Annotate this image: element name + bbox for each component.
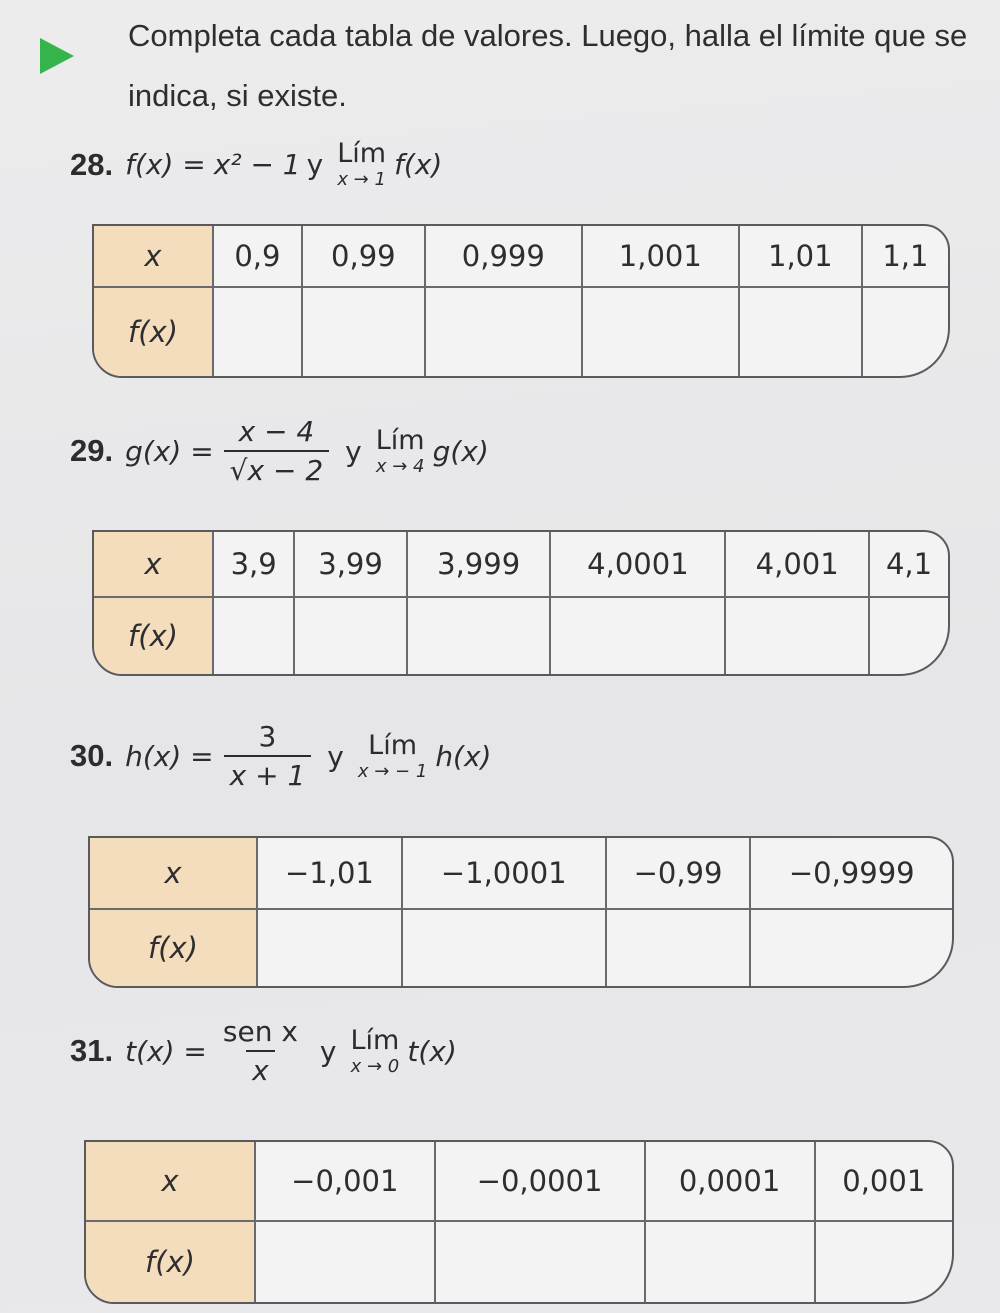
answer-cell[interactable]	[214, 288, 303, 376]
limit-subscript: x → 4	[375, 455, 425, 477]
function-name: t(x) =	[125, 1034, 207, 1068]
exercise-31	[70, 1015, 457, 1087]
answer-cell[interactable]	[295, 598, 408, 674]
answer-cell[interactable]	[726, 598, 870, 674]
x-value-cell: 3,999	[408, 532, 552, 598]
limit-function: t(x)	[407, 1034, 457, 1068]
exercise-number: 29.	[70, 433, 114, 468]
x-value-cell: −0,9999	[751, 838, 952, 910]
function-expression: x² − 1	[213, 148, 301, 181]
denominator: x + 1	[224, 755, 312, 792]
limit-word: Lím	[337, 138, 387, 169]
x-value-cell: −1,0001	[403, 838, 607, 910]
exercise-number: 28.	[70, 146, 114, 182]
answer-cell[interactable]	[258, 910, 403, 986]
row-label-x: x	[86, 1142, 256, 1222]
answer-cell[interactable]	[863, 288, 948, 376]
exercise-number: 30.	[70, 738, 114, 773]
row-label-fx: f(x)	[90, 910, 258, 986]
values-table-30	[88, 836, 954, 988]
answer-cell[interactable]	[870, 598, 948, 674]
answer-cell[interactable]	[751, 910, 952, 986]
instruction-text: Completa cada tabla de valores. Luego, halla el límite que se indica, si existe.	[128, 18, 968, 113]
limit-word: Lím	[375, 424, 425, 456]
x-value-cell: −0,0001	[436, 1142, 646, 1222]
values-table-29	[92, 530, 950, 676]
values-table-28	[92, 224, 950, 378]
limit-operator	[337, 140, 386, 189]
limit-word: Lím	[368, 729, 418, 761]
x-value-cell: 1,1	[863, 226, 948, 288]
limit-subscript: x → 1	[337, 169, 386, 190]
x-value-cell: 4,0001	[551, 532, 726, 598]
denominator: √x − 2	[224, 450, 330, 487]
answer-cell[interactable]	[256, 1222, 436, 1302]
x-value-cell: −1,01	[258, 838, 403, 910]
x-value-cell: 4,1	[870, 532, 948, 598]
row-label-fx: f(x)	[86, 1222, 256, 1302]
function-name: g(x) =	[125, 434, 214, 468]
x-value-cell: 0,9	[214, 226, 303, 288]
row-label-x: x	[94, 532, 214, 598]
x-value-cell: 0,0001	[646, 1142, 816, 1222]
x-value-cell: 3,99	[295, 532, 408, 598]
limit-subscript: x → 0	[350, 1055, 400, 1077]
fraction	[217, 1015, 304, 1087]
answer-cell[interactable]	[583, 288, 740, 376]
limit-operator	[375, 424, 425, 477]
connector: y	[306, 148, 324, 181]
answer-cell[interactable]	[740, 288, 863, 376]
x-value-cell: 3,9	[214, 532, 295, 598]
numerator: 3	[258, 720, 277, 753]
limit-function: h(x)	[435, 739, 492, 773]
limit-operator	[357, 729, 428, 782]
answer-cell[interactable]	[214, 598, 295, 674]
exercise-number: 31.	[70, 1033, 114, 1068]
row-label-x: x	[94, 226, 214, 288]
x-value-cell: 0,001	[816, 1142, 952, 1222]
fraction	[224, 720, 312, 792]
x-value-cell: 0,999	[426, 226, 583, 288]
limit-operator	[350, 1024, 400, 1077]
answer-cell[interactable]	[551, 598, 726, 674]
answer-cell[interactable]	[408, 598, 552, 674]
answer-cell[interactable]	[426, 288, 583, 376]
fraction	[224, 415, 330, 487]
exercise-30	[70, 720, 491, 792]
green-triangle-arrow-icon	[40, 38, 74, 74]
limit-function: g(x)	[432, 434, 489, 468]
exercise-28	[70, 140, 442, 189]
limit-function: f(x)	[394, 148, 443, 181]
x-value-cell: −0,99	[607, 838, 752, 910]
answer-cell[interactable]	[403, 910, 607, 986]
function-name: f(x) =	[125, 148, 206, 181]
denominator: x	[246, 1050, 275, 1087]
limit-word: Lím	[350, 1024, 400, 1056]
limit-subscript: x → − 1	[357, 760, 428, 782]
numerator: x − 4	[238, 415, 315, 448]
function-name: h(x) =	[125, 739, 214, 773]
answer-cell[interactable]	[436, 1222, 646, 1302]
connector: y	[327, 739, 344, 773]
answer-cell[interactable]	[303, 288, 426, 376]
connector: y	[319, 1034, 337, 1068]
connector: y	[345, 434, 362, 468]
exercise-29	[70, 415, 489, 487]
values-table-31	[84, 1140, 954, 1304]
x-value-cell: 1,01	[740, 226, 863, 288]
numerator: sen x	[222, 1015, 298, 1048]
x-value-cell: 1,001	[583, 226, 740, 288]
x-value-cell: −0,001	[256, 1142, 436, 1222]
x-value-cell: 0,99	[303, 226, 426, 288]
answer-cell[interactable]	[816, 1222, 952, 1302]
answer-cell[interactable]	[646, 1222, 816, 1302]
row-label-fx: f(x)	[94, 598, 214, 674]
answer-cell[interactable]	[607, 910, 752, 986]
row-label-x: x	[90, 838, 258, 910]
x-value-cell: 4,001	[726, 532, 870, 598]
row-label-fx: f(x)	[94, 288, 214, 376]
